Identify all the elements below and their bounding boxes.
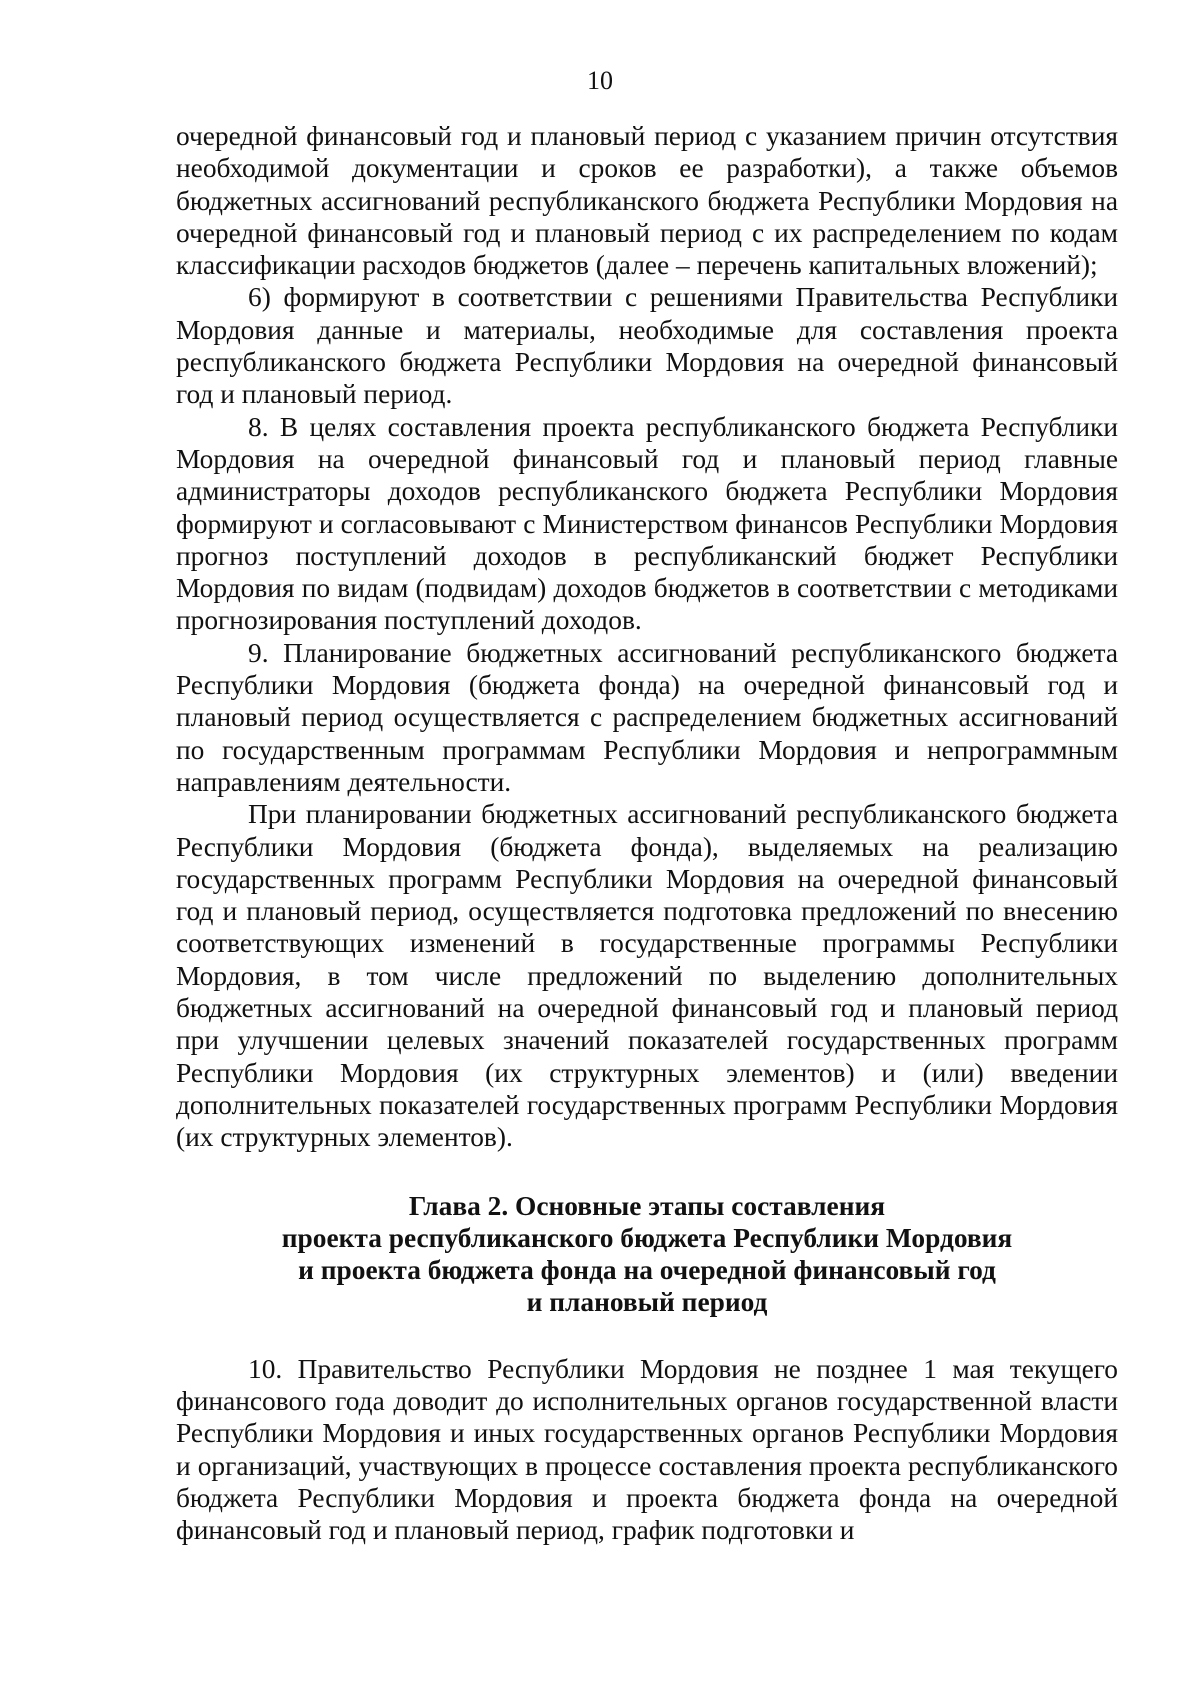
- document-body: [176, 120, 1118, 1546]
- page-number: 10: [587, 66, 613, 95]
- paragraph-item-9: 9. Планирование бюджетных ассигнований республиканского бюджета Республики Мордовия (бюджета фонда) на очередной финансовый год и плановый период осуществляется с распределением бюджетных ассигнований по государственным программам Республики Мордовия и непрограммным направлениям деятельности.: [176, 637, 1118, 797]
- paragraph-item-8: 8. В целях составления проекта республиканского бюджета Республики Мордовия на очередной финансовый год и плановый период главные администраторы доходов республиканского бюджета Республики Мордовия формируют и согласовывают с Министерством финансов Республики Мордовия прогноз поступлений доходов в республиканский бюджет Республики Мордовия по видам (подвидам) доходов бюджетов в соответствии с методиками прогнозирования поступлений доходов.: [176, 411, 1118, 636]
- chapter-heading-line: и проекта бюджета фонда на очередной финансовый год: [298, 1255, 996, 1286]
- paragraph-item-10: 10. Правительство Республики Мордовия не позднее 1 мая текущего финансового года доводит до исполнительных органов государственной власти Республики Мордовия и иных государственных органов Республики Мордовия и организаций, участвующих в процессе составления проекта республиканского бюджета Республики Мордовия и проекта бюджета фонда на очередной финансовый год и плановый период, график подготовки и: [176, 1353, 1118, 1546]
- chapter-heading-line: и плановый период: [526, 1287, 768, 1318]
- paragraph-planning: При планировании бюджетных ассигнований республиканского бюджета Республики Мордовия (бюджета фонда), выделяемых на реализацию государственных программ Республики Мордовия на очередной финансовый год и плановый период, осуществляется подготовка предложений по внесению соответствующих изменений в государственные программы Республики Мордовия, в том числе предложений по выделению дополнительных бюджетных ассигнований на очередной финансовый год и плановый период при улучшении целевых значений показателей государственных программ Республики Мордовия (их структурных элементов) и (или) введении дополнительных показателей государственных программ Республики Мордовия (их структурных элементов).: [176, 799, 1118, 1153]
- chapter-heading-line: Глава 2. Основные этапы составления: [408, 1190, 886, 1221]
- paragraph-item-6: 6) формируют в соответствии с решениями Правительства Республики Мордовия данные и материалы, необходимые для составления проекта республиканского бюджета Республики Мордовия на очередной финансовый год и плановый период.: [176, 282, 1118, 410]
- paragraph-continuation: очередной финансовый год и плановый период с указанием причин отсутствия необходимой документации и сроков ее разработки), а также объемов бюджетных ассигнований республиканского бюджета Республики Мордовия на очередной финансовый год и плановый период с их распределением по кодам классификации расходов бюджетов (далее – перечень капитальных вложений);: [176, 121, 1118, 281]
- chapter-heading: [176, 1190, 1118, 1319]
- chapter-heading-line: проекта республиканского бюджета Республики Мордовия: [281, 1222, 1013, 1253]
